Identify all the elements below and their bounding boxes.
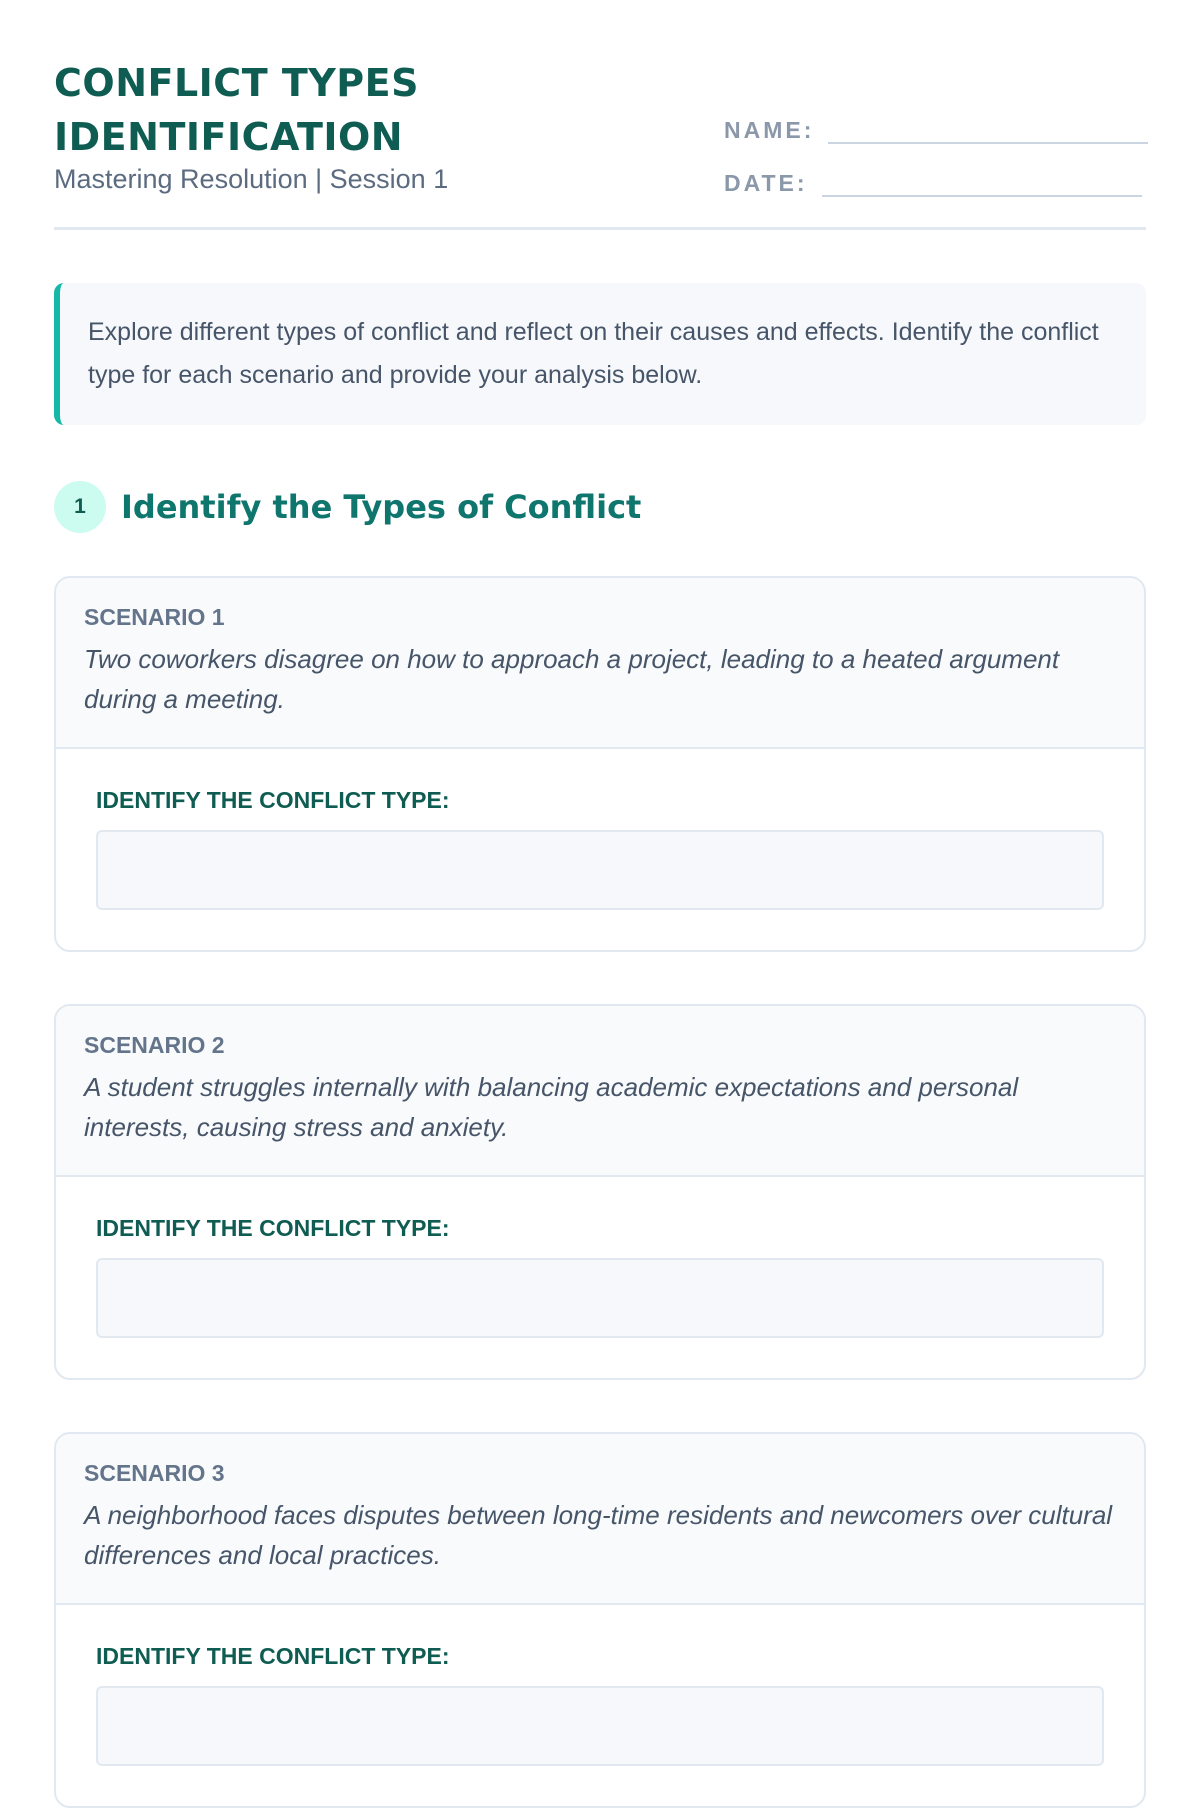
- scenario-text: A neighborhood faces disputes between long-time residents and newcomers over cultural differences and local practices.: [84, 1500, 1113, 1570]
- scenario-card-2: [54, 1004, 1146, 1380]
- scenario-label: SCENARIO 1: [84, 604, 225, 630]
- date-line[interactable]: [822, 165, 1142, 197]
- section-title: Identify the Types of Conflict: [121, 488, 642, 526]
- scenario-label: SCENARIO 3: [84, 1460, 225, 1486]
- scenario-description: [56, 1006, 1144, 1177]
- scenario-description: [56, 578, 1144, 749]
- identify-label: IDENTIFY THE CONFLICT TYPE:: [96, 1215, 450, 1241]
- identify-label: IDENTIFY THE CONFLICT TYPE:: [96, 1643, 450, 1669]
- worksheet-header: [54, 0, 1146, 230]
- scenario-card-3: [54, 1432, 1146, 1808]
- scenario-description: [56, 1434, 1144, 1605]
- date-label: DATE:: [724, 170, 808, 196]
- scenario-text: A student struggles internally with balancing academic expectations and personal interests, causing stress and anxiety.: [84, 1072, 1019, 1142]
- page-title: [54, 56, 419, 164]
- conflict-type-answer-box[interactable]: [96, 830, 1104, 910]
- conflict-type-answer-box[interactable]: [96, 1258, 1104, 1338]
- identify-label: IDENTIFY THE CONFLICT TYPE:: [96, 787, 450, 813]
- scenario-answer-area: [56, 1605, 1144, 1806]
- intro-callout: [54, 283, 1146, 425]
- conflict-type-answer-box[interactable]: [96, 1686, 1104, 1766]
- name-label: NAME:: [724, 117, 815, 143]
- scenario-label: SCENARIO 2: [84, 1032, 225, 1058]
- scenario-text: Two coworkers disagree on how to approach a project, leading to a heated argument during a meeting.: [84, 644, 1060, 714]
- name-field: [724, 112, 1148, 144]
- scenario-answer-area: [56, 749, 1144, 950]
- section-header: [54, 480, 1146, 534]
- intro-text: Explore different types of conflict and reflect on their causes and effects. Identify the conflict type for each scenario and provide your analysis below.: [88, 318, 1099, 389]
- page-subtitle: Mastering Resolution | Session 1: [54, 164, 449, 194]
- name-line[interactable]: [828, 112, 1148, 144]
- scenario-answer-area: [56, 1177, 1144, 1378]
- title-line-2: IDENTIFICATION: [54, 115, 404, 159]
- scenario-card-1: [54, 576, 1146, 952]
- date-field: [724, 165, 1142, 197]
- title-line-1: CONFLICT TYPES: [54, 61, 419, 105]
- section-number-badge: 1: [54, 481, 106, 533]
